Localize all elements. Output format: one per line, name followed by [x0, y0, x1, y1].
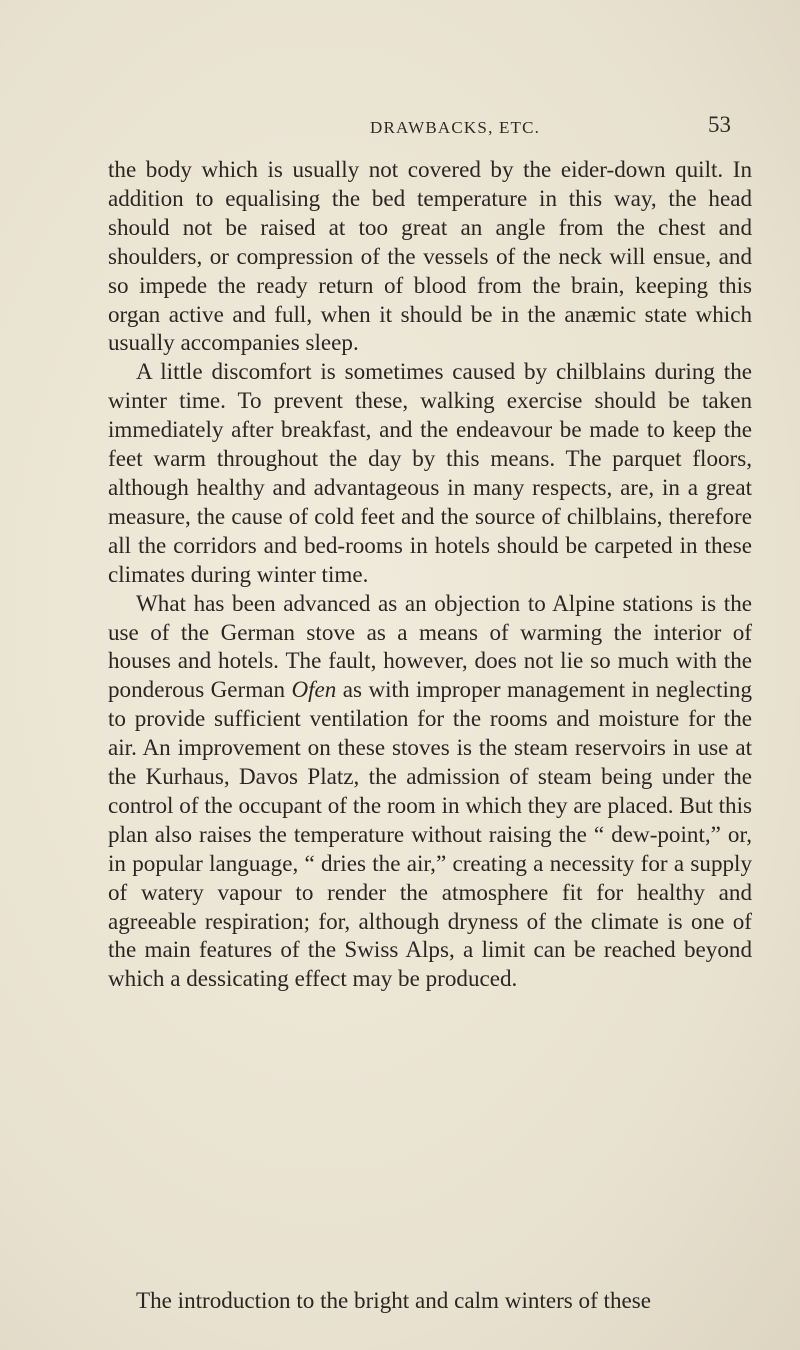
- paragraph-3: [108, 589, 752, 994]
- running-head: DRAWBACKS, ETC.: [370, 118, 541, 137]
- paragraph-4-start: The introduction to the bright and calm winters of these: [136, 1287, 651, 1313]
- paragraph-1: the body which is usually not covered by the eider-down quilt. In addition to equalising the bed temperature in this way, the head should not be raised at too great an angle from the chest and shoulders, or compression of the vessels of the neck will ensue, and so impede the ready return of blood from the brain, keeping this organ active and full, when it should be in the anæmic state which usually accompanies sleep.: [108, 156, 752, 356]
- page-number: 53: [708, 112, 731, 137]
- paragraph-3-part-1: What has been advanced as an objection to Alpine stations is the use of the German stove as a means of warming the interior of houses and hotels. The fault, however, does not lie so much with the ponderous German: [108, 589, 752, 703]
- paragraph-2: A little discomfort is sometimes caused by chilblains during the winter time. To prevent these, walking exercise should be taken immediately after breakfast, and the endeavour be made to keep the feet warm throughout the day by this means. The parquet floors, although healthy and advantageous in many respects, are, in a great measure, the cause of cold feet and the source of chilblains, therefore all the corridors and bed-rooms in hotels should be carpeted in these climates during winter time.: [108, 358, 752, 587]
- body-text: [108, 155, 752, 993]
- italic-term-ofen: Ofen: [291, 676, 337, 703]
- paragraph-3-part-2: as with improper management in neglecting to provide sufficient ventilation for the rooms and moisture for the air. An improvement on these stoves is the steam reservoirs in use at the Kurhaus, Davos Platz, the admission of steam being under the control of the occupant of the room in which they are placed. But this plan also raises the temperature without raising the “ dew-point,” or, in popular language, “ dries the air,” creating a necessity for a supply of watery vapour to render the atmosphere fit for healthy and agreeable respiration; for, although dryness of the climate is one of the main features of the Swiss Alps, a limit can be reached beyond which a dessicating effect may be produced.: [108, 676, 752, 992]
